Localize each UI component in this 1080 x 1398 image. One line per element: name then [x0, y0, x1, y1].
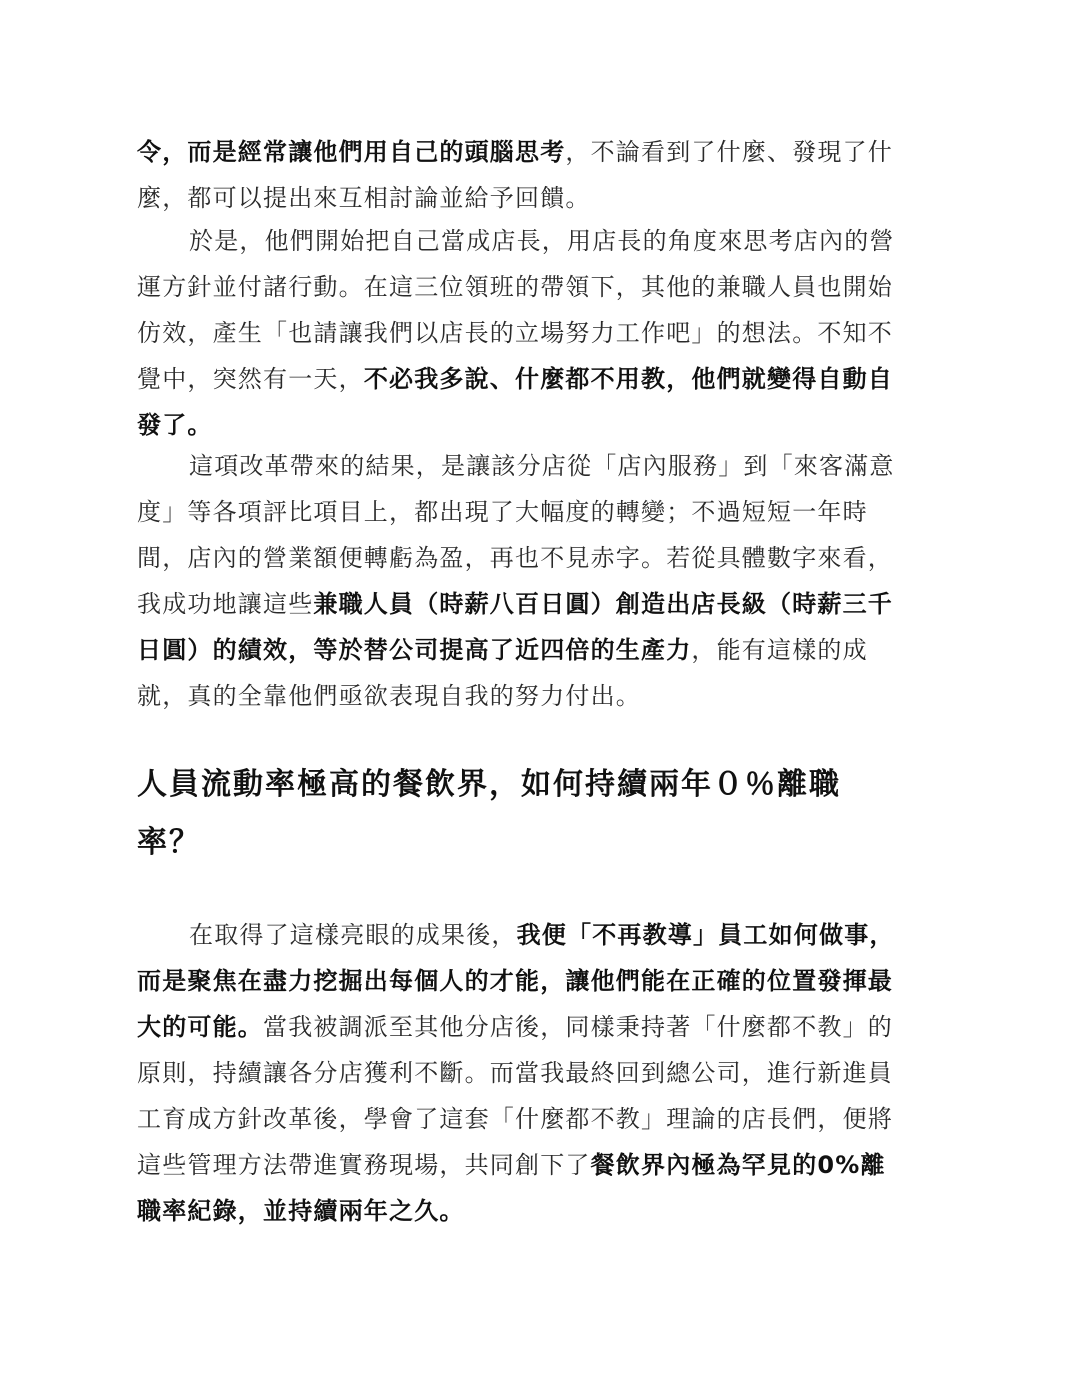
- section-heading: [137, 757, 947, 871]
- bold-text: 而是聚焦在盡力挖掘出每個人的才能，讓他們能在正確的位置發揮最: [137, 967, 893, 995]
- body-text: 於是，他們開始把自己當成店長，用店長的角度來思考店內的營: [189, 227, 895, 255]
- paragraph-line: [137, 310, 947, 356]
- paragraph-line: [137, 535, 947, 581]
- bold-text: 兼職人員（時薪八百日圓）創造出店長級（時薪三千: [313, 590, 894, 618]
- body-text: 當我被調派至其他分店後，同樣秉持著「什麼都不教」的: [263, 1013, 893, 1041]
- paragraph-line: [137, 1096, 947, 1142]
- body-text: 我成功地讓這些: [137, 590, 314, 618]
- bold-text: 職率紀錄，並持續兩年之久。: [137, 1197, 465, 1225]
- paragraph-4: [137, 912, 947, 1234]
- paragraph-1: [137, 129, 947, 221]
- paragraph-line: [137, 175, 947, 221]
- bold-text: 大的可能。: [137, 1013, 263, 1041]
- paragraph-line: [137, 912, 947, 958]
- body-text: 仿效，產生「也請讓我們以店長的立場努力工作吧」的想法。不知不: [137, 319, 893, 347]
- paragraph-line: [137, 1050, 947, 1096]
- heading-line: 率？: [137, 825, 201, 860]
- paragraph-line: [137, 1004, 947, 1050]
- body-text: 工育成方針改革後，學會了這套「什麼都不教」理論的店長們，便將: [137, 1105, 893, 1133]
- body-text: 就，真的全靠他們亟欲表現自我的努力付出。: [137, 682, 641, 710]
- body-text: 間，店內的營業額便轉虧為盈，再也不見赤字。若從具體數字來看，: [137, 544, 893, 572]
- body-text: ，能有這樣的成: [691, 636, 868, 664]
- paragraph-line: [137, 489, 947, 535]
- paragraph-line: [137, 1142, 947, 1188]
- body-text: ，不論看到了什麼、發現了什: [565, 138, 894, 166]
- paragraph-line: [137, 673, 947, 719]
- body-text: 原則，持續讓各分店獲利不斷。而當我最終回到總公司，進行新進員: [137, 1059, 893, 1087]
- body-text: 這些管理方法帶進實務現場，共同創下了: [137, 1151, 591, 1179]
- paragraph-line: [137, 958, 947, 1004]
- paragraph-3: [137, 443, 947, 719]
- bold-text: 餐飲界內極為罕見的0%離: [590, 1151, 886, 1179]
- paragraph-2: [137, 218, 947, 448]
- bold-text: 不必我多說、什麼都不用教，他們就變得自動自: [363, 365, 894, 393]
- body-text: 麼，都可以提出來互相討論並給予回饋。: [137, 184, 591, 212]
- paragraph-line: [137, 443, 947, 489]
- body-text: 在取得了這樣亮眼的成果後，: [189, 921, 517, 949]
- paragraph-line: [137, 627, 947, 673]
- paragraph-line: [137, 218, 947, 264]
- bold-text: 發了。: [137, 411, 213, 439]
- heading-line: 人員流動率極高的餐飲界，如何持續兩年０％離職: [137, 767, 841, 802]
- body-text: 度」等各項評比項目上，都出現了大幅度的轉變；不過短短一年時: [137, 498, 868, 526]
- paragraph-line: [137, 581, 947, 627]
- paragraph-line: [137, 402, 947, 448]
- paragraph-line: [137, 129, 947, 175]
- bold-text: 日圓）的績效，等於替公司提高了近四倍的生產力: [137, 636, 692, 664]
- paragraph-line: [137, 1188, 947, 1234]
- body-text: 這項改革帶來的結果，是讓該分店從「店內服務」到「來客滿意: [189, 452, 895, 480]
- paragraph-line: [137, 356, 947, 402]
- body-text: 覺中，突然有一天，: [137, 365, 364, 393]
- bold-text: 我便「不再教導」員工如何做事，: [516, 921, 895, 949]
- bold-text: 令，而是經常讓他們用自己的頭腦思考: [137, 138, 566, 166]
- paragraph-line: [137, 264, 947, 310]
- body-text: 運方針並付諸行動。在這三位領班的帶領下，其他的兼職人員也開始: [137, 273, 893, 301]
